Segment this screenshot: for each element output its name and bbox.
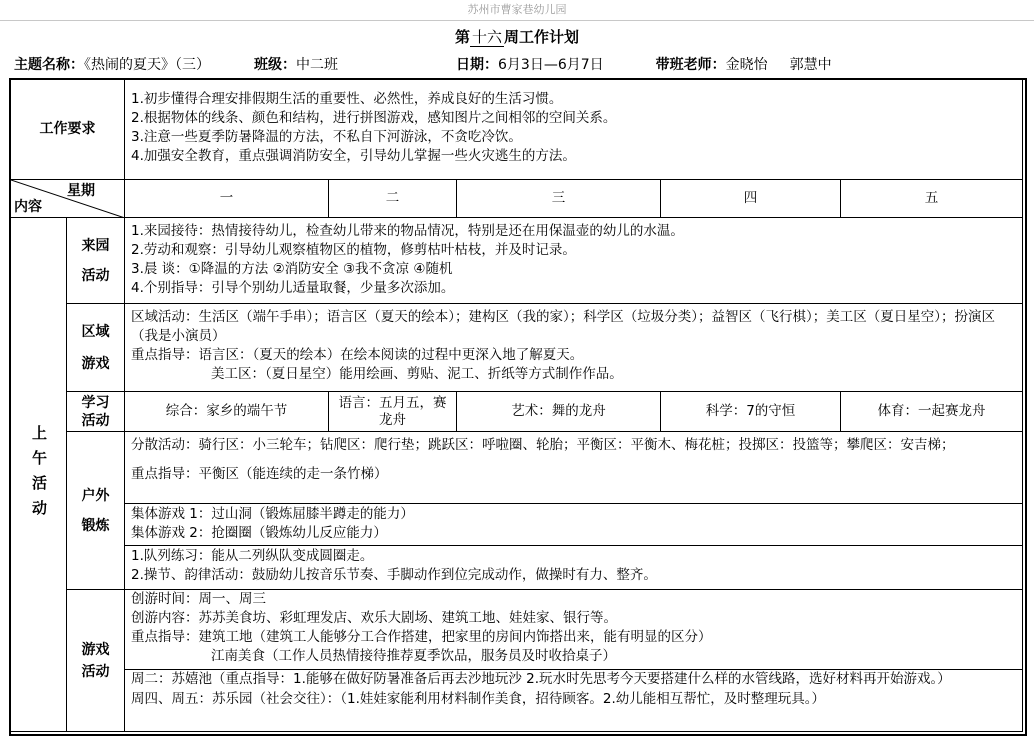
play-weekly — [125, 670, 1023, 732]
work-req-content — [125, 80, 1023, 180]
day-header-wed: 三 — [457, 180, 661, 218]
play-line: 重点指导：建筑工地（建筑工人能够分工合作搭建，把家里的房间内饰搭出来，能有明显的区分） — [131, 629, 712, 645]
study-item-thu: 科学：7的守恒 — [661, 392, 841, 432]
work-req-line: 1.初步懂得合理安排假期生活的重要性、必然性，养成良好的生活习惯。 — [131, 91, 563, 107]
drill-line: 1.队列练习：能从二列纵队变成圆圈走。 — [131, 548, 374, 564]
theme-value: 《热闹的夏天》（三） — [84, 57, 210, 73]
page-title — [0, 26, 1034, 48]
outdoor-scatter — [125, 432, 1023, 504]
study-item-tue: 语言：五月五，赛龙舟 — [329, 392, 457, 432]
arrival-line: 1.来园接待：热情接待幼儿，检查幼儿带来的物品情况，特别是还在用保温壶的幼儿的水温。 — [131, 223, 684, 239]
outdoor-scatter-text: 分散活动：骑行区：小三轮车；钻爬区：爬行垫；跳跃区：呼啦圈、轮胎；平衡区：平衡木、梅花桩；投掷区：投篮等；攀爬区：安吉梯； — [131, 437, 955, 453]
arrival-line: 3.晨 谈：①降温的方法 ②消防安全 ③我不贪凉 ④随机 — [131, 261, 453, 277]
study-item-fri: 体育：一起赛龙舟 — [841, 392, 1023, 432]
area-game-focus: 重点指导：语言区：（夏天的绘本）在绘本阅读的过程中更深入地了解夏天。 — [131, 347, 584, 363]
study-item-wed: 艺术：舞的龙舟 — [457, 392, 661, 432]
play-line: 创游内容：苏苏美食坊、彩虹理发店、欢乐大剧场、建筑工地、娃娃家、银行等。 — [131, 610, 617, 626]
teacher-value-2: 郭慧中 — [789, 57, 832, 73]
header-text: 苏州市曹家巷幼儿园 — [467, 3, 567, 16]
drill-line: 2.操节、韵律活动：鼓励幼儿按音乐节奏、手脚动作到位完成动作，做操时有力、整齐。 — [131, 567, 657, 583]
date-label: 日期： — [456, 57, 498, 73]
area-game-focus-2: 美工区：（夏日星空）能用绘画、剪贴、泥工、折纸等方式制作作品。 — [211, 366, 623, 382]
area-game-text: 区域活动：生活区（端午手串）；语言区（夏天的绘本）；建构区（我的家）；科学区（垃圾分类）；益智区（飞行棋）；美工区（夏日星空）；扮演区（我是小演员） — [131, 309, 995, 344]
area-game-label: 区域 游戏 — [67, 304, 125, 392]
tue-play-text: 周二：苏嬉池（重点指导：1.能够在做好防暑准备后再去沙地玩沙 2.玩水时先思考今天要搭建什么样的水管线路，选好材料再开始游戏。） — [131, 671, 951, 687]
date-value: 6月3日—6月7日 — [498, 57, 604, 73]
group-game: 集体游戏 1：过山洞（锻炼屈膝半蹲走的能力） — [131, 506, 414, 522]
arrival-label: 来园 活动 — [67, 218, 125, 304]
title-suffix: 周工作计划 — [504, 28, 580, 46]
teacher-value: 金晓怡 — [725, 57, 768, 73]
group-game: 集体游戏 2：抢圈圈（锻炼幼儿反应能力） — [131, 525, 387, 541]
outdoor-label: 户外 锻炼 — [67, 432, 125, 590]
morning-label: 上午活动 — [11, 218, 67, 732]
class-value: 中二班 — [296, 57, 338, 73]
day-header-thu: 四 — [661, 180, 841, 218]
work-req-line: 3.注意一些夏季防暑降温的方法，不私自下河游泳，不贪吃冷饮。 — [131, 129, 522, 145]
study-label: 学习 活动 — [67, 392, 125, 432]
play-line: 江南美食（工作人员热情接待推荐夏季饮品，服务员及时收拾桌子） — [211, 648, 616, 664]
weekday-label: 星期 — [67, 183, 95, 199]
page-header — [0, 0, 1034, 21]
work-req-line: 4.加强安全教育，重点强调消防安全，引导幼儿掌握一些火灾逃生的方法。 — [131, 148, 576, 164]
work-req-line: 2.根据物体的线条、颜色和结构，进行拼图游戏，感知图片之间相邻的空间关系。 — [131, 110, 617, 126]
teacher-label: 带班老师： — [655, 57, 726, 73]
title-prefix: 第 — [454, 28, 470, 46]
play-content — [125, 590, 1023, 670]
outdoor-focus-text: 重点指导：平衡区（能连续的走一条竹梯） — [131, 466, 388, 482]
plan-table — [9, 78, 1027, 736]
play-label: 游戏 活动 — [67, 590, 125, 732]
content-label: 内容 — [14, 199, 42, 215]
header-diagonal-cell — [11, 180, 125, 218]
arrival-content — [125, 218, 1023, 304]
outdoor-group-games — [125, 504, 1023, 546]
day-header-tue: 二 — [329, 180, 457, 218]
area-game-content — [125, 304, 1023, 392]
theme-label: 主题名称： — [14, 57, 84, 73]
study-item-mon: 综合：家乡的端午节 — [125, 392, 329, 432]
day-header-fri: 五 — [841, 180, 1023, 218]
arrival-line: 2.劳动和观察：引导幼儿观察植物区的植物，修剪枯叶枯枝，并及时记录。 — [131, 242, 576, 258]
day-header-mon: 一 — [125, 180, 329, 218]
work-req-label: 工作要求 — [11, 80, 125, 180]
week-number: 十六 — [471, 28, 502, 46]
outdoor-drills — [125, 546, 1023, 590]
arrival-line: 4.个别指导：引导个别幼儿适量取餐，少量多次添加。 — [131, 280, 455, 296]
class-label: 班级： — [254, 57, 296, 73]
play-line: 创游时间：周一、周三 — [131, 591, 266, 607]
thu-fri-play-text: 周四、周五：苏乐园（社会交往）：（1.娃娃家能利用材料制作美食，招待顾客。2.幼儿能相互帮忙，及时整理玩具。） — [131, 690, 826, 707]
info-bar — [14, 54, 1024, 76]
